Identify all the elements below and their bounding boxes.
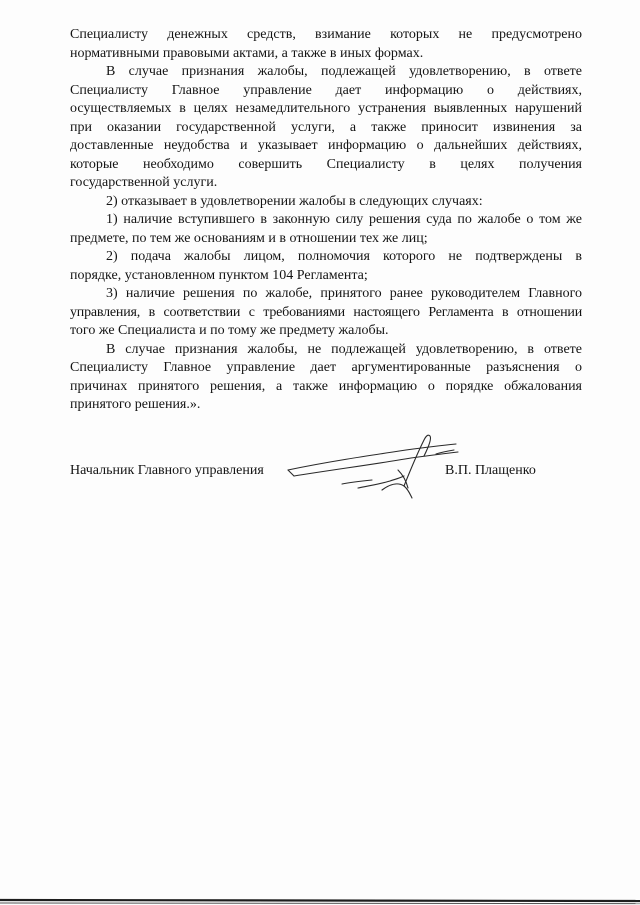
text-line: причинах принятого решения, а также информацию о порядке обжалования — [70, 378, 582, 394]
scan-edge-shadow — [0, 895, 640, 905]
text-line: государственной услуги. — [70, 175, 218, 190]
text-line: 2) отказывает в удовлетворении жалобы в следующих случаях: — [106, 193, 483, 209]
signatory-position: Начальник Главного управления — [70, 463, 264, 478]
text-line: В случае признания жалобы, подлежащей удовлетворению, в ответе — [106, 64, 582, 79]
list-item-court-decision — [70, 211, 582, 248]
signatory-name: В.П. Плащенко — [445, 463, 536, 478]
signature-block — [70, 460, 590, 510]
text-line: доставленные неудобства и указывает информацию о дальнейших действиях, — [70, 138, 582, 153]
list-item-prior-decision — [70, 285, 582, 341]
list-item-unauthorized-person — [70, 248, 582, 285]
paragraph-unsatisfied-complaint — [70, 341, 582, 415]
text-line: Специалисту Главное управление дает аргументированные разъяснения о — [70, 360, 582, 375]
handwritten-signature — [286, 426, 466, 506]
paragraph-refusal-intro — [70, 193, 582, 212]
text-line: Специалисту денежных средств, взимание которых не предусмотрено — [70, 27, 582, 42]
text-line: управления, в соответствии с требованиями настоящего Регламента в отношении — [70, 304, 582, 320]
text-line: 3) наличие решения по жалобе, принятого ранее руководителем Главного — [106, 286, 582, 301]
text-line: осуществляемых в целях незамедлительного устранения выявленных нарушений — [70, 101, 582, 116]
text-line: принятого решения.». — [70, 397, 201, 412]
text-line: порядке, установленном пунктом 104 Регламента; — [70, 267, 368, 283]
text-line: 1) наличие вступившего в законную силу решения суда по жалобе о том же — [106, 212, 582, 227]
text-line: В случае признания жалобы, не подлежащей удовлетворению, в ответе — [106, 341, 582, 357]
text-line: 2) подача жалобы лицом, полномочия которого не подтверждены в — [106, 249, 582, 264]
paragraph-continuation — [70, 26, 582, 63]
text-line: при оказании государственной услуги, а также приносит извинения за — [70, 119, 582, 135]
text-line: нормативными правовыми актами, а также в иных формах. — [70, 45, 424, 61]
text-line: того же Специалиста и по тому же предмету жалобы. — [70, 323, 389, 338]
document-body — [70, 26, 582, 415]
text-line: предмете, по тем же основаниям и в отношении тех же лиц; — [70, 230, 428, 246]
paragraph-satisfied-complaint — [70, 63, 582, 193]
text-line: Специалисту Главное управление дает информацию о действиях, — [70, 82, 582, 98]
text-line: которые необходимо совершить Специалисту в целях получения — [70, 156, 582, 172]
